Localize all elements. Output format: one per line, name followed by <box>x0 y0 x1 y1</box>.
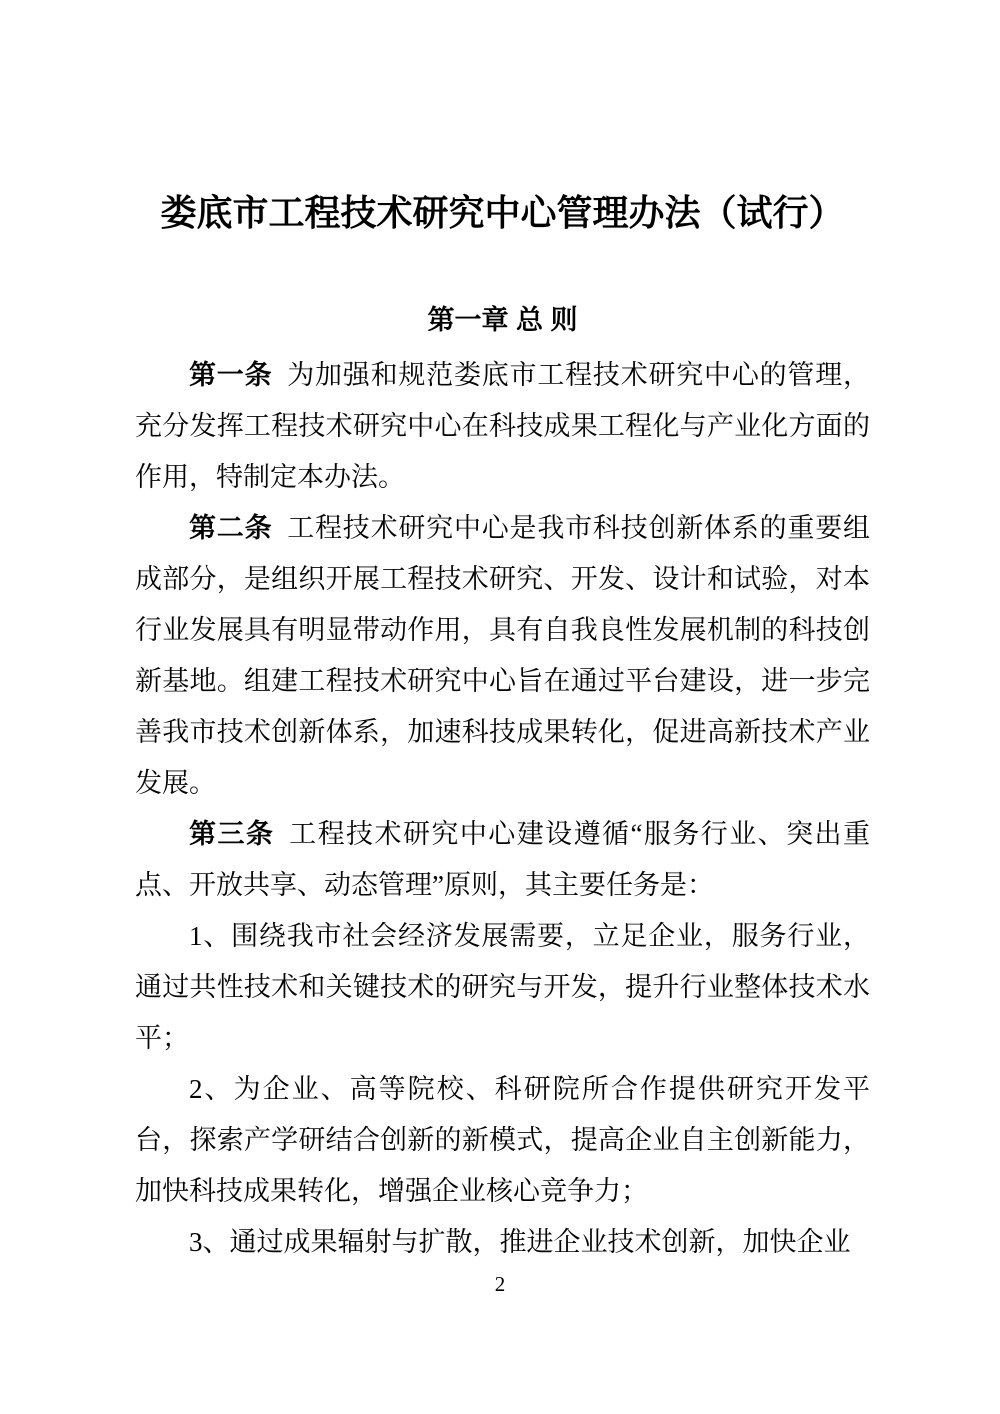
paragraph <box>135 911 870 1064</box>
paragraph-text: 为加强和规范娄底市工程技术研究中心的管理，充分发挥工程技术研究中心在科技成果工程化与产业化方面的作用，特制定本办法。 <box>135 360 871 493</box>
chapter-heading: 第一章 总 则 <box>427 305 578 336</box>
article-label: 第二条 <box>189 513 273 544</box>
paragraph <box>135 1064 870 1217</box>
paragraph <box>135 503 870 809</box>
paragraph <box>135 350 870 503</box>
document-body <box>135 350 870 1268</box>
paragraph-text: 3、通过成果辐射与扩散，推进企业技术创新，加快企业 <box>189 1227 851 1258</box>
document-title: 娄底市工程技术研究中心管理办法（试行） <box>160 193 845 233</box>
paragraph-text: 1、围绕我市社会经济发展需要，立足企业，服务行业，通过共性技术和关键技术的研究与开发，提升行业整体技术水平； <box>135 921 870 1054</box>
article-label: 第一条 <box>189 360 273 391</box>
paragraph-text: 工程技术研究中心是我市科技创新体系的重要组成部分，是组织开展工程技术研究、开发、设计和试验，对本行业发展具有明显带动作用，具有自我良性发展机制的科技创新基地。组建工程技术研究中心旨在通过平台建设，进一步完善我市技术创新体系，加速科技成果转化，促进高新技术产业发展。 <box>135 513 871 799</box>
page-number: 2 <box>494 1272 506 1296</box>
paragraph-text: 2、为企业、高等院校、科研院所合作提供研究开发平台，探索产学研结合创新的新模式，提高企业自主创新能力，加快科技成果转化，增强企业核心竞争力； <box>135 1074 870 1207</box>
article-label: 第三条 <box>189 819 275 850</box>
paragraph-text: 工程技术研究中心建设遵循“服务行业、突出重点、开放共享、动态管理”原则，其主要任务是： <box>135 819 870 901</box>
paragraph <box>135 1217 870 1268</box>
paragraph <box>135 809 870 911</box>
